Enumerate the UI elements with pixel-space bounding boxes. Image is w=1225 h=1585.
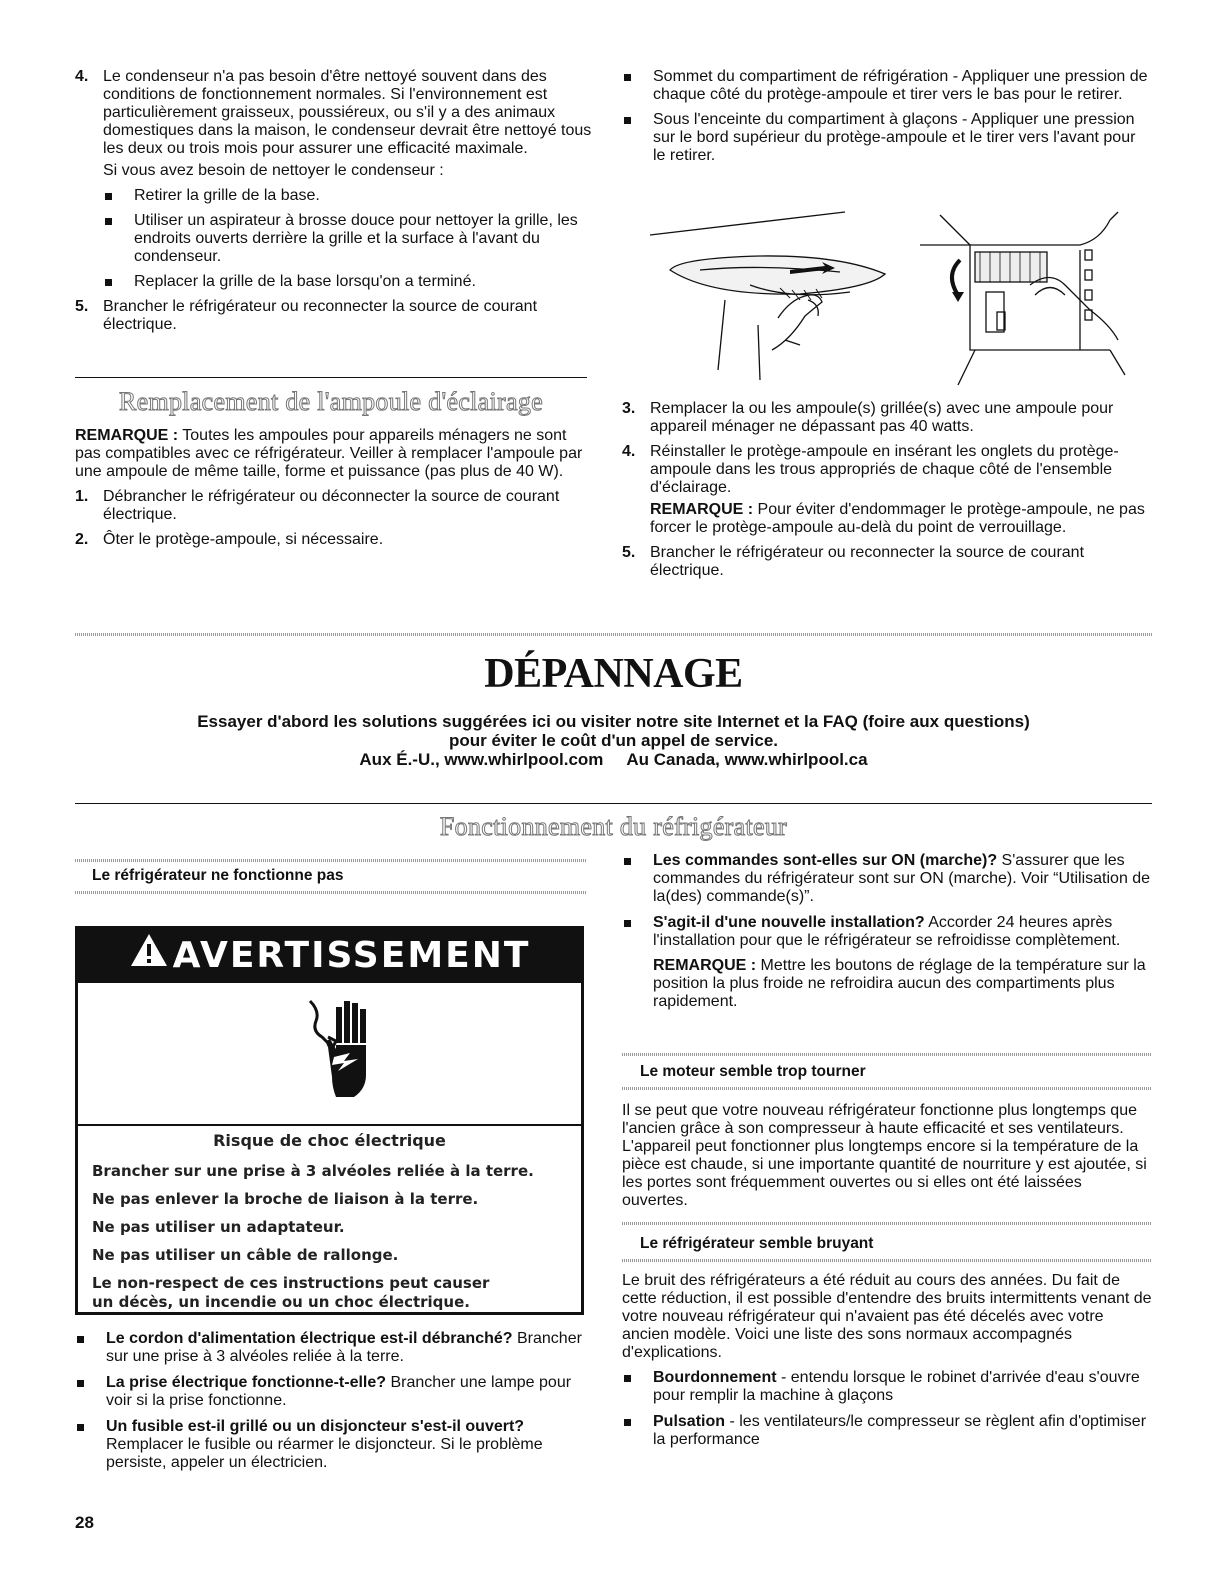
bulb-step-2: 2. Ôter le protège-ampoule, si nécessaire. <box>75 531 384 548</box>
bulb-note: REMARQUE : Toutes les ampoules pour appareils ménagers ne sont pas compatibles avec ce réfrigérateur. Veiller à remplacer l'ampoule par une ampoule de même taille, forme et puissance (pas plus de 40 W). <box>75 427 583 480</box>
hatched-divider <box>75 633 1152 636</box>
divider <box>75 803 1152 804</box>
bullet-item: Sommet du compartiment de réfrigération - Appliquer une pression de chaque côté du protège-ampoule et tirer vers le bas pour le retirer. <box>622 68 1152 104</box>
list-item: La prise électrique fonctionne-t-elle? Brancher une lampe pour voir si la prise fonctionne. <box>75 1374 595 1410</box>
bulb-step-3: 3. Remplacer la ou les ampoule(s) grillée(s) avec une ampoule pour appareil ménager ne dépassant pas 40 watts. <box>622 400 1114 435</box>
bullet-item: Utiliser un aspirateur à brosse douce pour nettoyer la grille, les endroits ouverts derrière la grille et la surface à l'avant du condenseur. <box>103 212 595 266</box>
bulb-step-1: 1. Débrancher le réfrigérateur ou déconnecter la source de courant électrique. <box>75 488 560 523</box>
list-item: Le cordon d'alimentation électrique est-il débranché? Brancher sur une prise à 3 alvéoles reliée à la terre. <box>75 1330 595 1366</box>
list-item: Pulsation - les ventilateurs/le compresseur se règlent afin d'optimiser la performance <box>622 1413 1152 1449</box>
bulb-instructions <box>75 427 595 549</box>
depannage-intro: Essayer d'abord les solutions suggérées ici ou visiter notre site Internet et la FAQ (foire aux questions) pour éviter le coût d'un appel de service. Aux É.-U., www.whirlpool.com Au Canada, www.whirlpool.ca <box>197 712 1030 769</box>
power-checks <box>75 1330 595 1472</box>
bulb-cover-removal <box>622 68 1152 165</box>
control-note: REMARQUE : Mettre les boutons de réglage de la température sur la position la plus froide ne refroidira aucun des compartiments plus rapidement. <box>653 957 1146 1010</box>
hatched-divider <box>622 1222 1152 1225</box>
step-4-text: Le condenseur n'a pas besoin d'être nettoyé souvent dans des conditions de fonctionnement normales. Si l'environnement est particulièrement graisseux, poussiéreux, ou s'il y a des animaux domestiques dans la maison, le condenseur devrait être nettoyé tous les deux ou trois mois pour assurer une efficacité maximale. <box>103 68 592 157</box>
subhead-not-working: Le réfrigérateur ne fonctionne pas <box>92 867 344 884</box>
subhead-motor: Le moteur semble trop tourner <box>640 1063 866 1080</box>
condenser-bullet-list <box>103 187 595 291</box>
bulb-step-5: 5. Brancher le réfrigérateur ou reconnecter la source de courant électrique. <box>622 544 1085 579</box>
bulb-step-4: 4. Réinstaller le protège-ampoule en insérant les onglets du protège-ampoule dans les trous appropriés de chaque côté de l'ensemble d'éclairage. REMARQUE : Pour éviter d'endommager le protège-ampoule, ne pas forcer le protège-ampoule au-delà du point de verrouillage. <box>622 443 1152 537</box>
bullet-item: Sous l'enceinte du compartiment à glaçons - Appliquer une pression sur le bord supérieur du protège-ampoule et le tirer vers l'avant pour le retirer. <box>622 111 1152 165</box>
warning-banner: AVERTISSEMENT <box>78 929 581 983</box>
warning-lines: Brancher sur une prise à 3 alvéoles reliée à la terre. Ne pas enlever la broche de liaison à la terre. Ne pas utiliser un adaptateur. Ne pas utiliser un câble de rallonge. Le non-respect de ces instructions peut causer un décès, un incendie ou un choc électrique. <box>92 1162 534 1311</box>
page-title: DÉPANNAGE <box>484 651 743 697</box>
list-item: Les commandes sont-elles sur ON (marche)? S'assurer que les commandes du réfrigérateur sont sur ON (marche). Voir “Utilisation de la(des) commande(s)”. <box>622 852 1152 906</box>
bullet-item: Retirer la grille de la base. <box>103 187 595 205</box>
list-item: Bourdonnement - entendu lorsque le robinet d'arrivée d'eau s'ouvre pour remplir la machine à glaçons <box>622 1369 1152 1405</box>
warning-box <box>75 926 584 1315</box>
electric-shock-hand-icon <box>78 983 581 1126</box>
bullet-item: Replacer la grille de la base lorsqu'on a terminé. <box>103 273 595 291</box>
step-5-text: Brancher le réfrigérateur ou reconnecter la source de courant électrique. <box>103 298 538 333</box>
warning-risk: Risque de choc électrique <box>213 1131 446 1150</box>
step-4-subtext: Si vous avez besoin de nettoyer le condenseur : <box>103 162 444 179</box>
bulb-step-4-note: REMARQUE : Pour éviter d'endommager le protège-ampoule, ne pas forcer le protège-ampoule au-delà du point de verrouillage. <box>650 501 1145 536</box>
warning-triangle-icon <box>129 930 169 984</box>
hatched-divider <box>622 1053 1152 1056</box>
subhead-noisy: Le réfrigérateur semble bruyant <box>640 1235 874 1252</box>
warning-text <box>78 1131 581 1150</box>
step-5: 5. Brancher le réfrigérateur ou reconnecter la source de courant électrique. <box>75 298 595 334</box>
bulb-section-title: Remplacement de l'ampoule d'éclairage <box>118 387 543 416</box>
section-title-fonctionnement: Fonctionnement du réfrigérateur <box>439 812 788 841</box>
hatched-divider <box>75 859 587 862</box>
list-item: S'agit-il d'une nouvelle installation? Accorder 24 heures après l'installation pour que le réfrigérateur se refroidisse complètement. <box>622 914 1152 950</box>
noise-text: Le bruit des réfrigérateurs a été réduit au cours des années. Du fait de cette réduction, il est possible d'entendre des bruits intermittents venant de votre nouveau réfrigérateur qui n'avaient pas été décelés avec votre ancien modèle. Voici une liste des sons normaux accompagnés d'explications. <box>622 1272 1152 1361</box>
condenser-instructions <box>75 68 595 334</box>
bulb-cover-illustration <box>640 200 1150 390</box>
control-checks <box>622 852 1152 1011</box>
list-item: Un fusible est-il grillé ou un disjoncteur s'est-il ouvert? Remplacer le fusible ou réarmer le disjoncteur. Si le problème persiste, appeler un électricien. <box>75 1418 595 1472</box>
step-4: 4. Le condenseur n'a pas besoin d'être nettoyé souvent dans des conditions de fonctionnement normales. Si l'environnement est particulièrement graisseux, poussiéreux, ou s'il y a des animaux domestiques dans la maison, le condenseur devrait être nettoyé tous les deux ou trois mois pour assurer une efficacité maximale. Si vous avez besoin de nettoyer le condenseur : Retirer la grille de la base. Utiliser un aspirateur à brosse douce pour nettoyer la grille, les endroits ouverts derrière la grille et la surface à l'avant du condenseur. Replacer la grille de la base lorsqu'on a terminé. <box>75 68 595 291</box>
divider <box>75 377 587 378</box>
hatched-divider <box>622 1259 1152 1262</box>
noise-section <box>622 1272 1152 1449</box>
bulb-steps-continued <box>622 400 1152 580</box>
page-number: 28 <box>75 1513 94 1532</box>
motor-text: Il se peut que votre nouveau réfrigérateur fonctionne plus longtemps que l'ancien grâce à son compresseur à haute efficacité et ses ventilateurs. L'appareil peut fonctionner plus longtemps encore si la température de la pièce est chaude, si une importante quantité de nourriture y est ajoutée, si les portes sont fréquemment ouvertes ou si elles ont été laissées ouvertes. <box>622 1102 1147 1209</box>
hatched-divider <box>622 1087 1152 1090</box>
hatched-divider <box>75 891 587 894</box>
